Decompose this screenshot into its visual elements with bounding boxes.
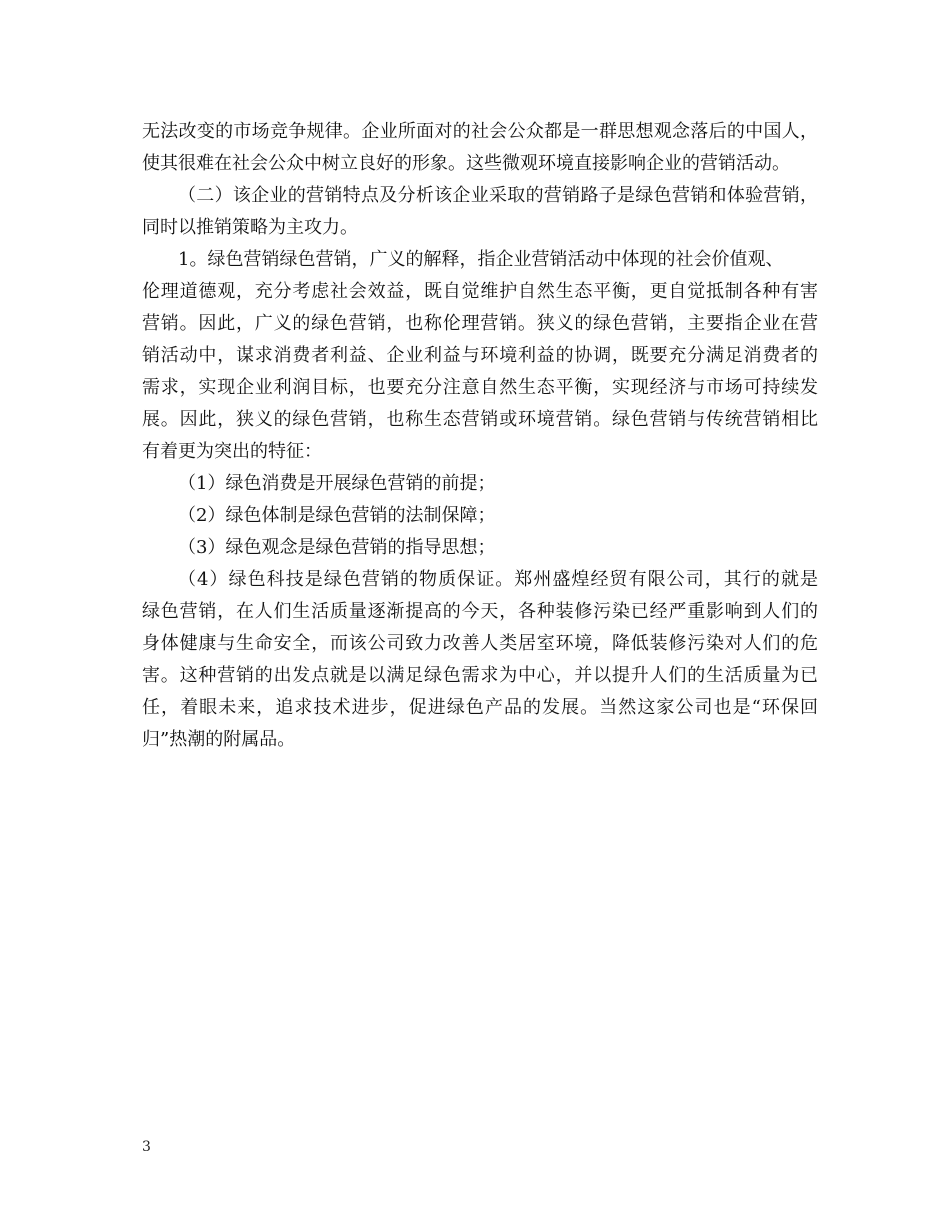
text-line: 身体健康与生命安全，而该公司致力改善人类居室环境，降低装修污染对人们的危: [142, 633, 818, 654]
list-item: （2）绿色体制是绿色营销的法制保障；: [178, 505, 496, 526]
text-line: 使其很难在社会公众中树立良好的形象。这些微观环境直接影响企业的营销活动。: [142, 153, 790, 174]
text-line: 害。这种营销的出发点就是以满足绿色需求为中心，并以提升人们的生活质量为已: [142, 665, 818, 686]
text-line: 展。因此，狭义的绿色营销，也称生态营销或环境营销。绿色营销与传统营销相比: [142, 409, 818, 430]
list-item: （4）绿色科技是绿色营销的物质保证。郑州盛煌经贸有限公司，其行的就是: [178, 569, 818, 590]
text-line: 销活动中，谋求消费者利益、企业利益与环境利益的协调，既要充分满足消费者的: [142, 345, 818, 366]
text-line: 无法改变的市场竞争规律。企业所面对的社会公众都是一群思想观念落后的中国人，: [142, 121, 818, 142]
text-line: （二）该企业的营销特点及分析该企业采取的营销路子是绿色营销和体验营销，: [178, 185, 818, 206]
list-item: （3）绿色观念是绿色营销的指导思想；: [178, 537, 496, 558]
text-line: 需求，实现企业利润目标，也要充分注意自然生态平衡，实现经济与市场可持续发: [142, 377, 818, 398]
document-body: [142, 116, 818, 756]
text-line: 伦理道德观，充分考虑社会效益，既自觉维护自然生态平衡，更自觉抵制各种有害: [142, 281, 818, 302]
list-item: （1）绿色消费是开展绿色营销的前提；: [178, 473, 496, 494]
text-line: 有着更为突出的特征：: [142, 441, 322, 462]
text-line: 营销。因此，广义的绿色营销，也称伦理营销。狭义的绿色营销，主要指企业在营: [142, 313, 818, 334]
text-line: 归”热潮的附属品。: [142, 729, 296, 750]
page-number: 3: [142, 1139, 151, 1155]
text-line: 同时以推销策略为主攻力。: [142, 217, 358, 238]
text-line: 1。绿色营销绿色营销，广义的解释，指企业营销活动中体现的社会价值观、: [178, 249, 784, 270]
text-line: 任，着眼未来，追求技术进步，促进绿色产品的发展。当然这家公司也是“环保回: [142, 697, 818, 718]
text-line: 绿色营销，在人们生活质量逐渐提高的今天，各种装修污染已经严重影响到人们的: [142, 601, 818, 622]
